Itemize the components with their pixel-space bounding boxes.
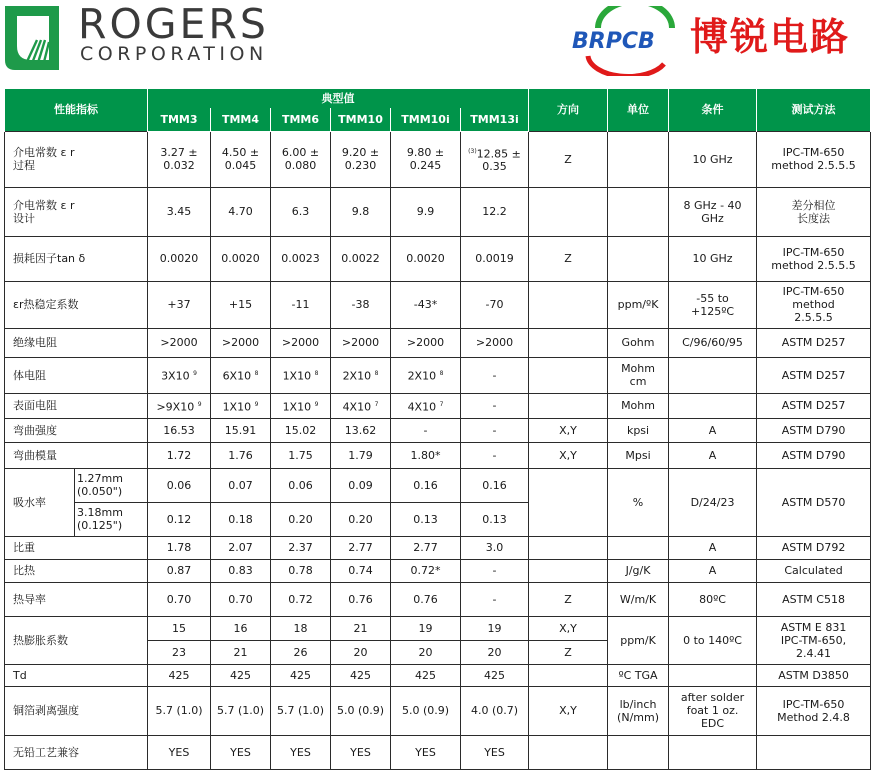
value-cell: 1X10 $^9$ bbox=[271, 393, 331, 418]
property-label: 弯曲模量 bbox=[5, 442, 148, 468]
property-label: 比热 bbox=[5, 559, 148, 582]
value-cell: 425 bbox=[391, 664, 461, 686]
value-cell: 1.76 bbox=[211, 442, 271, 468]
rogers-logo-icon bbox=[3, 4, 61, 72]
value-cell: 2X10 $^8$ bbox=[391, 357, 461, 393]
value-cell: 5.7 (1.0) bbox=[271, 686, 331, 735]
method-cell: ASTM D792 bbox=[757, 536, 871, 559]
value-cell: 3X10 $^9$ bbox=[148, 357, 211, 393]
property-label: 介电常数 ε r 过程 bbox=[5, 131, 148, 187]
value-cell: 1X10 $^9$ bbox=[211, 393, 271, 418]
unit-cell: Gohm bbox=[608, 328, 669, 357]
property-label: 无铅工艺兼容 bbox=[5, 735, 148, 769]
value-cell: 0.20 bbox=[331, 502, 391, 536]
table-row bbox=[5, 357, 871, 393]
method-cell bbox=[757, 735, 871, 769]
value-cell: 0.06 bbox=[271, 468, 331, 502]
header-material: TMM10i bbox=[391, 108, 461, 131]
value-cell: 3.27 ± 0.032 bbox=[148, 131, 211, 187]
value-cell: 0.16 bbox=[461, 468, 529, 502]
value-cell: 2X10 $^8$ bbox=[331, 357, 391, 393]
value-cell: 2.37 bbox=[271, 536, 331, 559]
value-cell: 19 bbox=[391, 616, 461, 640]
value-cell: 0.74 bbox=[331, 559, 391, 582]
value-cell: 9.20 ± 0.230 bbox=[331, 131, 391, 187]
method-cell: IPC-TM-650 method 2.5.5.5 bbox=[757, 281, 871, 328]
page-header bbox=[0, 0, 878, 86]
spec-table bbox=[4, 89, 871, 770]
value-cell: - bbox=[461, 559, 529, 582]
brpcb-text: BRPCB bbox=[572, 29, 655, 54]
value-cell: +15 bbox=[211, 281, 271, 328]
value-cell: 0.0023 bbox=[271, 236, 331, 281]
property-label: 介电常数 ε r 设计 bbox=[5, 187, 148, 236]
value-cell: 12.2 bbox=[461, 187, 529, 236]
value-cell: 21 bbox=[211, 640, 271, 664]
header-material: TMM4 bbox=[211, 108, 271, 131]
value-cell: >2000 bbox=[461, 328, 529, 357]
condition-cell: D/24/23 bbox=[669, 468, 757, 536]
value-cell: - bbox=[461, 418, 529, 442]
header-unit: 单位 bbox=[608, 89, 669, 131]
value-cell: 2.77 bbox=[391, 536, 461, 559]
value-cell: 9.8 bbox=[331, 187, 391, 236]
value-cell: 20 bbox=[391, 640, 461, 664]
value-cell: 5.7 (1.0) bbox=[211, 686, 271, 735]
value-cell: 4.0 (0.7) bbox=[461, 686, 529, 735]
value-cell: 1.79 bbox=[331, 442, 391, 468]
condition-cell bbox=[669, 357, 757, 393]
header-direction: 方向 bbox=[529, 89, 608, 131]
unit-cell bbox=[608, 536, 669, 559]
unit-cell: W/m/K bbox=[608, 582, 669, 616]
condition-cell bbox=[669, 393, 757, 418]
unit-cell: J/g/K bbox=[608, 559, 669, 582]
value-cell: 0.0022 bbox=[331, 236, 391, 281]
table-row bbox=[5, 236, 871, 281]
value-cell: 0.0020 bbox=[211, 236, 271, 281]
value-cell: 3.0 bbox=[461, 536, 529, 559]
direction-cell bbox=[529, 664, 608, 686]
direction-cell: Z bbox=[529, 236, 608, 281]
value-cell: 1X10 $^8$ bbox=[271, 357, 331, 393]
direction-cell: X,Y bbox=[529, 686, 608, 735]
value-cell: 15.02 bbox=[271, 418, 331, 442]
value-cell: 16 bbox=[211, 616, 271, 640]
value-cell: - bbox=[461, 357, 529, 393]
value-cell: YES bbox=[148, 735, 211, 769]
property-label: 损耗因子tan δ bbox=[5, 236, 148, 281]
property-label: εr热稳定系数 bbox=[5, 281, 148, 328]
value-cell: 20 bbox=[461, 640, 529, 664]
table-row bbox=[5, 664, 871, 686]
value-cell: >2000 bbox=[391, 328, 461, 357]
unit-cell: ºC TGA bbox=[608, 664, 669, 686]
condition-cell: 80ºC bbox=[669, 582, 757, 616]
value-cell: -43* bbox=[391, 281, 461, 328]
condition-cell: A bbox=[669, 418, 757, 442]
direction-cell bbox=[529, 281, 608, 328]
value-cell: 16.53 bbox=[148, 418, 211, 442]
method-cell: ASTM D257 bbox=[757, 328, 871, 357]
value-cell: 0.0020 bbox=[391, 236, 461, 281]
value-cell: $^{(3)}$12.85 ± 0.35 bbox=[461, 131, 529, 187]
value-cell: +37 bbox=[148, 281, 211, 328]
value-cell: 20 bbox=[331, 640, 391, 664]
value-cell: -11 bbox=[271, 281, 331, 328]
method-cell: 差分相位 长度法 bbox=[757, 187, 871, 236]
value-cell: 1.78 bbox=[148, 536, 211, 559]
table-row bbox=[5, 131, 871, 187]
value-cell: 15 bbox=[148, 616, 211, 640]
method-cell: ASTM D790 bbox=[757, 418, 871, 442]
value-cell: YES bbox=[271, 735, 331, 769]
condition-cell: C/96/60/95 bbox=[669, 328, 757, 357]
header-property: 性能指标 bbox=[5, 89, 148, 131]
table-row bbox=[5, 616, 871, 640]
unit-cell: Mpsi bbox=[608, 442, 669, 468]
sub-label: 3.18mm (0.125") bbox=[75, 502, 148, 536]
method-cell: Calculated bbox=[757, 559, 871, 582]
condition-cell: after solder foat 1 oz. EDC bbox=[669, 686, 757, 735]
unit-cell bbox=[608, 735, 669, 769]
property-label: 表面电阻 bbox=[5, 393, 148, 418]
value-cell: - bbox=[391, 418, 461, 442]
value-cell: >2000 bbox=[211, 328, 271, 357]
property-label: 绝缘电阻 bbox=[5, 328, 148, 357]
value-cell: >9X10 $^9$ bbox=[148, 393, 211, 418]
value-cell: >2000 bbox=[331, 328, 391, 357]
value-cell: 1.75 bbox=[271, 442, 331, 468]
value-cell: -38 bbox=[331, 281, 391, 328]
direction-cell: X,Y bbox=[529, 418, 608, 442]
value-cell: 425 bbox=[331, 664, 391, 686]
direction-cell bbox=[529, 187, 608, 236]
value-cell: 0.09 bbox=[331, 468, 391, 502]
value-cell: 5.0 (0.9) bbox=[391, 686, 461, 735]
value-cell: 15.91 bbox=[211, 418, 271, 442]
unit-cell: ppm/K bbox=[608, 616, 669, 664]
table-row bbox=[5, 418, 871, 442]
value-cell: 6X10 $^8$ bbox=[211, 357, 271, 393]
value-cell: YES bbox=[211, 735, 271, 769]
value-cell: 5.0 (0.9) bbox=[331, 686, 391, 735]
value-cell: 19 bbox=[461, 616, 529, 640]
method-cell: ASTM E 831 IPC-TM-650, 2.4.41 bbox=[757, 616, 871, 664]
value-cell: -70 bbox=[461, 281, 529, 328]
value-cell: 0.0019 bbox=[461, 236, 529, 281]
value-cell: 0.16 bbox=[391, 468, 461, 502]
condition-cell: A bbox=[669, 442, 757, 468]
table-row bbox=[5, 442, 871, 468]
value-cell: 0.78 bbox=[271, 559, 331, 582]
value-cell: 21 bbox=[331, 616, 391, 640]
value-cell: 0.0020 bbox=[148, 236, 211, 281]
value-cell: 0.18 bbox=[211, 502, 271, 536]
table-row bbox=[5, 536, 871, 559]
header-condition: 条件 bbox=[669, 89, 757, 131]
table-row bbox=[5, 281, 871, 328]
header-material: TMM13i bbox=[461, 108, 529, 131]
value-cell: 425 bbox=[271, 664, 331, 686]
value-cell: 9.9 bbox=[391, 187, 461, 236]
value-cell: 0.07 bbox=[211, 468, 271, 502]
value-cell: YES bbox=[331, 735, 391, 769]
direction-cell bbox=[529, 559, 608, 582]
value-cell: 5.7 (1.0) bbox=[148, 686, 211, 735]
condition-cell bbox=[669, 664, 757, 686]
unit-cell: Mohm cm bbox=[608, 357, 669, 393]
value-cell: 0.76 bbox=[331, 582, 391, 616]
condition-cell: -55 to +125ºC bbox=[669, 281, 757, 328]
value-cell: 0.83 bbox=[211, 559, 271, 582]
direction-cell bbox=[529, 357, 608, 393]
table-row bbox=[5, 582, 871, 616]
method-cell: ASTM D257 bbox=[757, 393, 871, 418]
direction-cell bbox=[529, 735, 608, 769]
direction-cell: Z bbox=[529, 640, 608, 664]
value-cell: 2.77 bbox=[331, 536, 391, 559]
condition-cell: 8 GHz - 40 GHz bbox=[669, 187, 757, 236]
method-cell: IPC-TM-650 method 2.5.5.5 bbox=[757, 236, 871, 281]
brpcb-logo-icon bbox=[568, 6, 686, 76]
direction-cell bbox=[529, 393, 608, 418]
condition-cell: A bbox=[669, 559, 757, 582]
value-cell: 9.80 ± 0.245 bbox=[391, 131, 461, 187]
rogers-subtitle: CORPORATION bbox=[80, 43, 268, 65]
value-cell: YES bbox=[391, 735, 461, 769]
table-row bbox=[5, 686, 871, 735]
value-cell: 0.06 bbox=[148, 468, 211, 502]
direction-cell: Z bbox=[529, 582, 608, 616]
direction-cell bbox=[529, 536, 608, 559]
direction-cell bbox=[529, 328, 608, 357]
value-cell: 0.13 bbox=[461, 502, 529, 536]
unit-cell bbox=[608, 187, 669, 236]
value-cell: - bbox=[461, 393, 529, 418]
value-cell: 0.72 bbox=[271, 582, 331, 616]
method-cell: IPC-TM-650 method 2.5.5.5 bbox=[757, 131, 871, 187]
property-label: 铜箔剥离强度 bbox=[5, 686, 148, 735]
condition-cell: 10 GHz bbox=[669, 131, 757, 187]
value-cell: 6.00 ± 0.080 bbox=[271, 131, 331, 187]
property-label: 热导率 bbox=[5, 582, 148, 616]
value-cell: 4X10 $^7$ bbox=[331, 393, 391, 418]
unit-cell: lb/inch (N/mm) bbox=[608, 686, 669, 735]
value-cell: 4X10 $^7$ bbox=[391, 393, 461, 418]
value-cell: 1.72 bbox=[148, 442, 211, 468]
brpcb-chinese-name: 博锐电路 bbox=[690, 14, 851, 59]
property-label: 吸水率 bbox=[5, 468, 75, 536]
sub-label: 1.27mm (0.050") bbox=[75, 468, 148, 502]
value-cell: 0.70 bbox=[211, 582, 271, 616]
direction-cell: X,Y bbox=[529, 616, 608, 640]
table-row bbox=[5, 187, 871, 236]
method-cell: ASTM D570 bbox=[757, 468, 871, 536]
value-cell: - bbox=[461, 442, 529, 468]
condition-cell: 10 GHz bbox=[669, 236, 757, 281]
value-cell: YES bbox=[461, 735, 529, 769]
footnote-mark: (3) bbox=[468, 147, 477, 155]
unit-cell bbox=[608, 236, 669, 281]
method-cell: IPC-TM-650 Method 2.4.8 bbox=[757, 686, 871, 735]
value-cell: 0.87 bbox=[148, 559, 211, 582]
direction-cell: X,Y bbox=[529, 442, 608, 468]
value-cell: 6.3 bbox=[271, 187, 331, 236]
method-cell: ASTM C518 bbox=[757, 582, 871, 616]
unit-cell: ppm/ºK bbox=[608, 281, 669, 328]
value-cell: 0.20 bbox=[271, 502, 331, 536]
value-cell: 23 bbox=[148, 640, 211, 664]
value-cell: 4.50 ± 0.045 bbox=[211, 131, 271, 187]
table-row bbox=[5, 393, 871, 418]
property-label: 比重 bbox=[5, 536, 148, 559]
value-cell: >2000 bbox=[271, 328, 331, 357]
method-cell: ASTM D257 bbox=[757, 357, 871, 393]
value-cell: 0.76 bbox=[391, 582, 461, 616]
value-cell: 0.70 bbox=[148, 582, 211, 616]
header-typical: 典型值 bbox=[148, 89, 529, 108]
header-material: TMM10 bbox=[331, 108, 391, 131]
method-cell: ASTM D3850 bbox=[757, 664, 871, 686]
condition-cell: A bbox=[669, 536, 757, 559]
value-cell: 1.80* bbox=[391, 442, 461, 468]
value-cell: 425 bbox=[211, 664, 271, 686]
value-cell: 425 bbox=[148, 664, 211, 686]
value-cell: 2.07 bbox=[211, 536, 271, 559]
value-cell: - bbox=[461, 582, 529, 616]
table-row bbox=[5, 559, 871, 582]
condition-cell: 0 to 140ºC bbox=[669, 616, 757, 664]
property-label: 弯曲强度 bbox=[5, 418, 148, 442]
value-cell: 4.70 bbox=[211, 187, 271, 236]
value-cell: 425 bbox=[461, 664, 529, 686]
unit-cell: kpsi bbox=[608, 418, 669, 442]
header-material: TMM3 bbox=[148, 108, 211, 131]
table-row bbox=[5, 735, 871, 769]
direction-cell: Z bbox=[529, 131, 608, 187]
property-label: 热膨胀系数 bbox=[5, 616, 148, 664]
value-cell: 18 bbox=[271, 616, 331, 640]
value-cell: 0.12 bbox=[148, 502, 211, 536]
value-cell: 0.72* bbox=[391, 559, 461, 582]
table-row bbox=[5, 468, 871, 502]
unit-cell bbox=[608, 131, 669, 187]
direction-cell bbox=[529, 468, 608, 536]
value-cell: 13.62 bbox=[331, 418, 391, 442]
property-label: Td bbox=[5, 664, 148, 686]
condition-cell bbox=[669, 735, 757, 769]
unit-cell: % bbox=[608, 468, 669, 536]
rogers-name: ROGERS bbox=[78, 0, 269, 48]
table-row bbox=[5, 328, 871, 357]
property-label: 体电阻 bbox=[5, 357, 148, 393]
header-material: TMM6 bbox=[271, 108, 331, 131]
header-method: 测试方法 bbox=[757, 89, 871, 131]
method-cell: ASTM D790 bbox=[757, 442, 871, 468]
value-cell: 0.13 bbox=[391, 502, 461, 536]
unit-cell: Mohm bbox=[608, 393, 669, 418]
value-cell: 3.45 bbox=[148, 187, 211, 236]
value-cell: >2000 bbox=[148, 328, 211, 357]
value-cell: 26 bbox=[271, 640, 331, 664]
